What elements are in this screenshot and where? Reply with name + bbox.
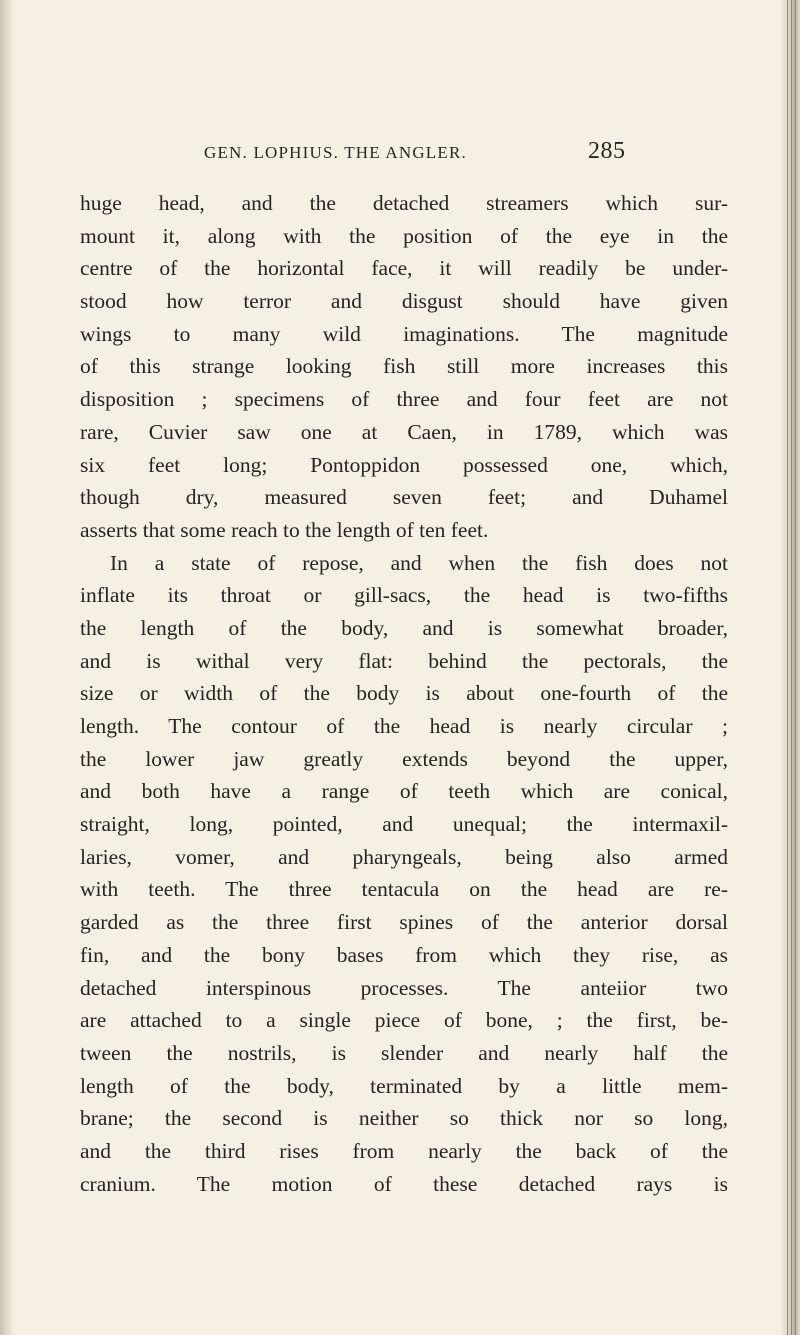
text-line: asserts that some reach to the length of ten feet. <box>80 517 489 542</box>
text-line: and is withal very flat: behind the pectorals, the <box>80 648 728 673</box>
text-line: six feet long; Pontoppidon possessed one, which, <box>80 452 728 477</box>
text-line: and the third rises from nearly the back of the <box>80 1138 728 1163</box>
text-line: wings to many wild imaginations. The magnitude <box>80 321 728 346</box>
text-line: rare, Cuvier saw one at Caen, in 1789, which was <box>80 419 728 444</box>
text-line: cranium. The motion of these detached rays is <box>80 1171 728 1196</box>
text-line: the lower jaw greatly extends beyond the upper, <box>80 746 728 771</box>
text-line: garded as the three first spines of the anterior dorsal <box>80 910 728 935</box>
text-line: mount it, along with the position of the eye in the <box>80 223 728 248</box>
text-line: brane; the second is neither so thick nor so long, <box>80 1106 728 1131</box>
text-line: with teeth. The three tentacula on the head are re- <box>80 877 728 902</box>
text-line: huge head, and the detached streamers which sur- <box>80 191 728 215</box>
text-line: size or width of the body is about one-fourth of the <box>80 681 728 706</box>
text-line: though dry, measured seven feet; and Duhamel <box>80 485 728 510</box>
text-line: fin, and the bony bases from which they rise, as <box>80 942 728 967</box>
body-text <box>80 187 728 1200</box>
text-line: inflate its throat or gill-sacs, the head is two-fifths <box>80 583 728 608</box>
text-line: detached interspinous processes. The anteiior two <box>80 975 728 1000</box>
text-line: and both have a range of teeth which are conical, <box>80 779 728 804</box>
text-line: length of the body, terminated by a little mem- <box>80 1073 728 1098</box>
text-line: length. The contour of the head is nearly circular ; <box>80 714 728 738</box>
text-line: tween the nostrils, is slender and nearly half the <box>80 1040 728 1065</box>
text-line: disposition ; specimens of three and four feet are not <box>80 387 728 412</box>
page-number: 285 <box>588 138 626 164</box>
page-edge <box>782 0 800 1335</box>
text-line: centre of the horizontal face, it will readily be under- <box>80 256 728 281</box>
running-header <box>204 138 664 164</box>
page-gutter-shadow <box>0 0 14 1335</box>
text-line: the length of the body, and is somewhat broader, <box>80 615 728 640</box>
text-line: are attached to a single piece of bone, ; the first, be- <box>80 1008 728 1033</box>
text-line: stood how terror and disgust should have given <box>80 289 728 314</box>
text-line: straight, long, pointed, and unequal; the intermaxil- <box>80 812 728 837</box>
text-line: In a state of repose, and when the fish does not <box>110 550 728 575</box>
text-line: of this strange looking fish still more increases this <box>80 354 728 379</box>
text-line: laries, vomer, and pharyngeals, being also armed <box>80 844 728 869</box>
running-title: GEN. LOPHIUS. THE ANGLER. <box>204 143 467 162</box>
